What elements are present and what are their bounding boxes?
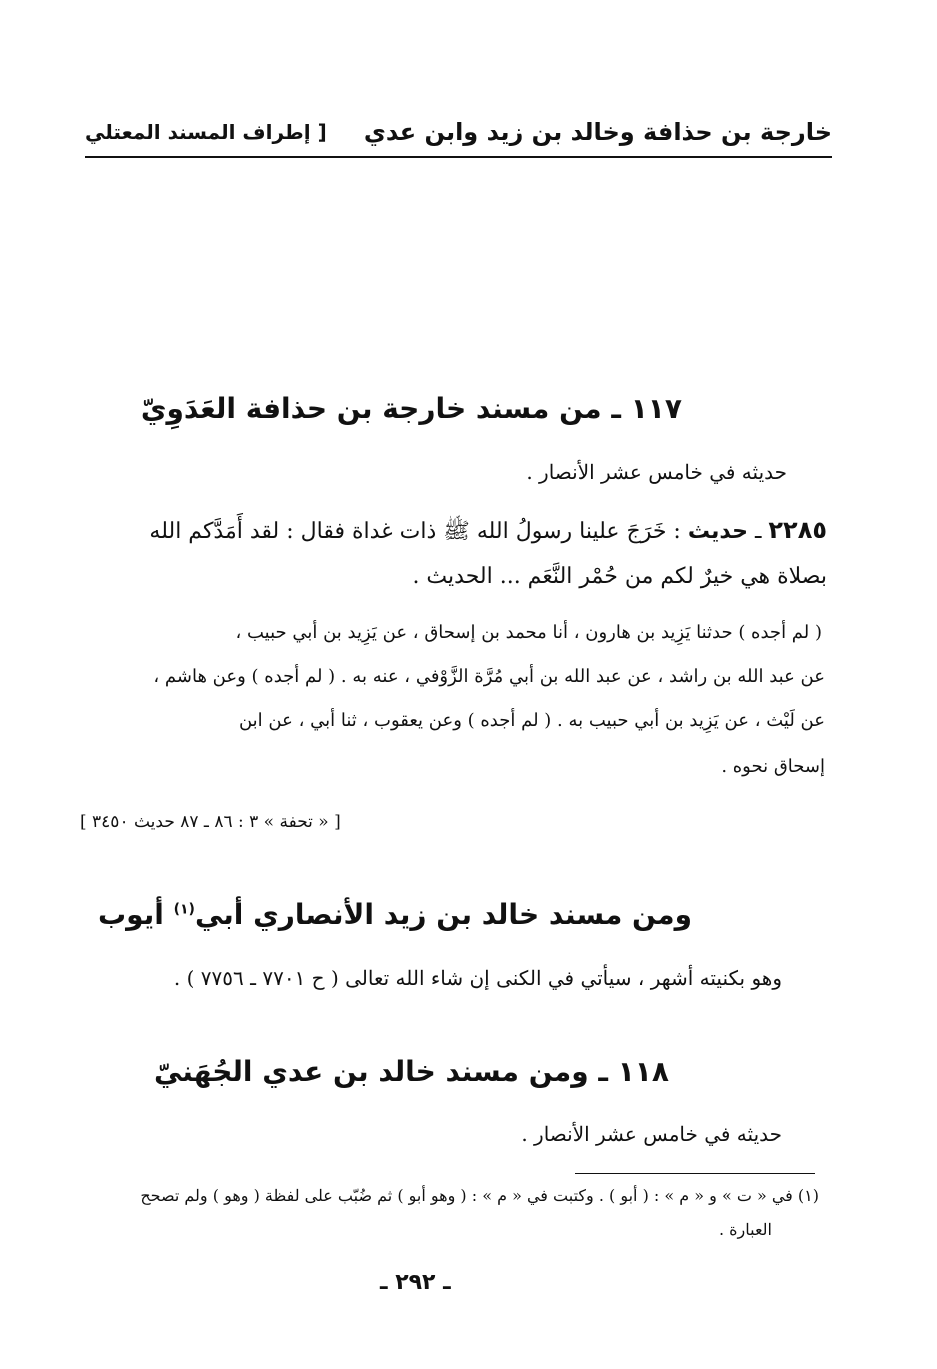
section-khalid-zayd-title-main: ومن مسند خالد بن زيد الأنصاري أبي bbox=[194, 898, 692, 931]
hadith-source-line: إسحاق نحوه . bbox=[721, 756, 825, 777]
section-118-intro: حديثه في خامس عشر الأنصار . bbox=[521, 1122, 782, 1146]
footnote-marker: (١) bbox=[173, 901, 195, 918]
hadith-source-line: ( لم أجده ) حدثنا يَزِيد بن هارون ، أنا محمد بن إسحاق ، عن يَزِيد بن أبي حبيب ، bbox=[235, 622, 822, 643]
footnote-line: العبارة . bbox=[718, 1220, 772, 1239]
hadith-2285-line2: بصلاة هي خيرٌ لكم من حُمْر النَّعَم ... الحديث . bbox=[412, 564, 827, 589]
hadith-text-line1: : خَرَجَ علينا رسولُ الله ﷺ ذات غداة فقال : لقد أَمَدَّكم الله bbox=[149, 519, 688, 544]
footnote-rule bbox=[575, 1173, 815, 1174]
running-header-title: خارجة بن حذافة وخالد بن زيد وابن عدي bbox=[363, 118, 832, 146]
section-117-title: ١١٧ ـ من مسند خارجة بن حذافة العَدَوِيّ bbox=[140, 392, 682, 425]
section-khalid-zayd-title bbox=[98, 898, 692, 931]
tuhfa-reference: [ « تحفة » ٣ : ٨٦ ـ ٨٧ حديث ٣٤٥٠ ] bbox=[80, 812, 341, 832]
section-118-title: ١١٨ ـ ومن مسند خالد بن عدي الجُهَنيّ bbox=[153, 1055, 669, 1088]
section-khalid-zayd-title-end: أيوب bbox=[98, 898, 174, 931]
hadith-dash: ـ bbox=[747, 519, 769, 544]
page-number: ـ ٢٩٢ ـ bbox=[380, 1270, 451, 1295]
hadith-source-line: عن لَيْث ، عن يَزِيد بن أبي حبيب به . ( لم أجده ) وعن يعقوب ، ثنا أبي ، عن ابن bbox=[238, 710, 825, 731]
section-khalid-zayd-note: وهو بكنيته أشهر ، سيأتي في الكنى إن شاء الله تعالى ( ح ٧٧٠١ ـ ٧٧٥٦ ) . bbox=[173, 966, 782, 990]
hadith-number: ٢٢٨٥ bbox=[768, 516, 827, 544]
running-header-book-title: [ إطراف المسند المعتلي bbox=[85, 120, 327, 144]
footnote-line: (١) في « ت » و « م » : ( أبو ) . وكتبت في « م » : ( وهو أبو ) ثم ضُبّب على لفظة ( وهو ) ولم تصحح bbox=[140, 1186, 819, 1205]
section-117-intro: حديثه في خامس عشر الأنصار . bbox=[526, 460, 787, 484]
hadith-keyword: حديث bbox=[687, 519, 748, 544]
hadith-source-line: عن عبد الله بن راشد ، عن عبد الله بن أبي مُرَّة الزَّوْفي ، عنه به . ( لم أجده ) وعن هاشم ، bbox=[153, 666, 825, 687]
hadith-2285-line1 bbox=[149, 516, 827, 549]
header-rule bbox=[85, 156, 832, 158]
